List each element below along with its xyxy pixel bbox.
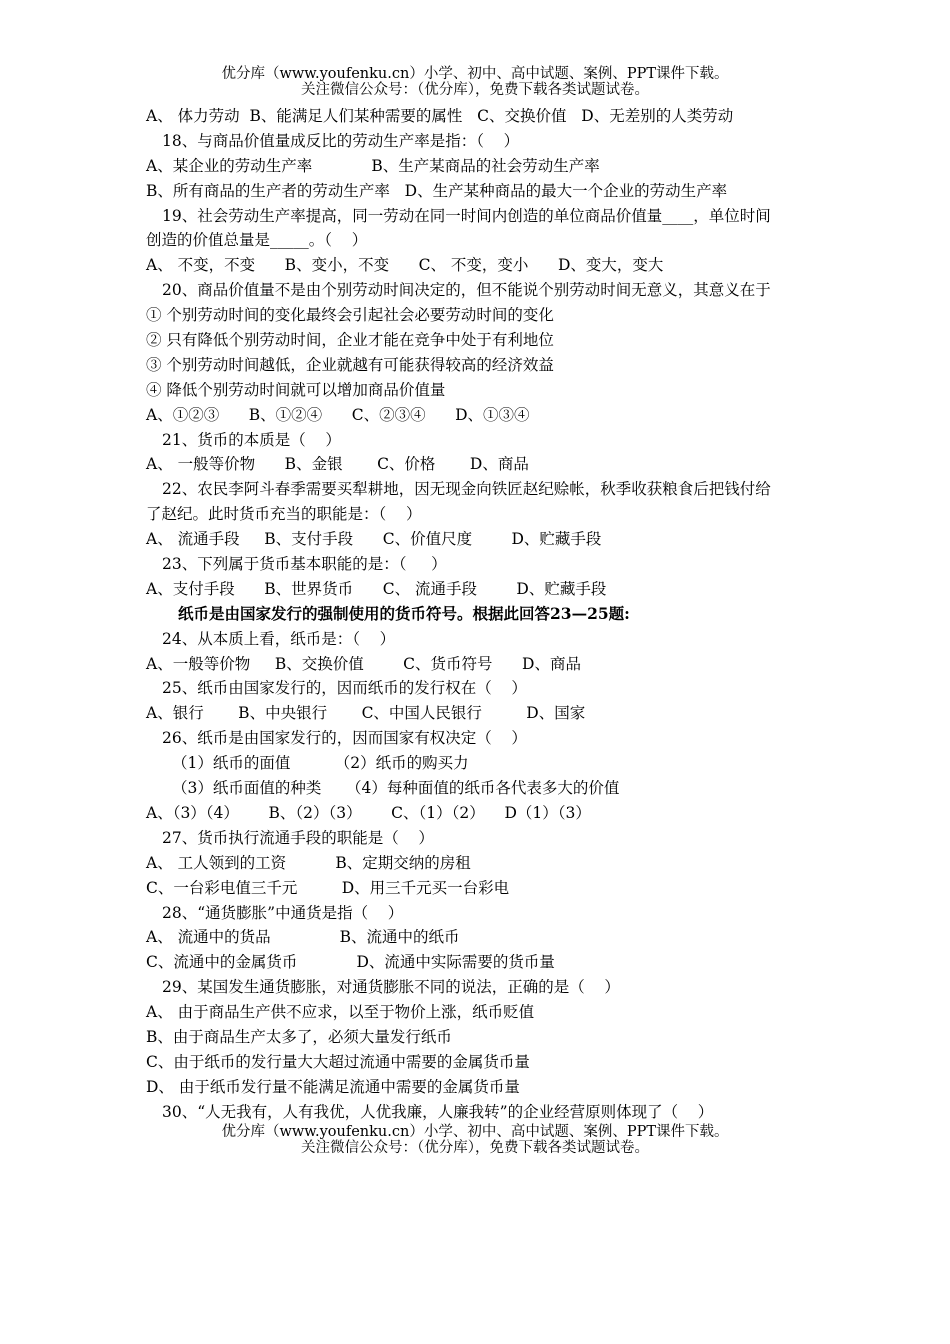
q26-stem: 26、纸币是由国家发行的，因而国家有权决定（ ） [162, 729, 527, 748]
q29-stem: 29、某国发生通货膨胀，对通货膨胀不同的说法，正确的是（ ） [162, 978, 620, 997]
q26-items-12: （1）纸币的面值 （2）纸币的购买力 [172, 754, 469, 773]
q26-items-34: （3）纸币面值的种类 （4）每种面值的纸币各代表多大的价值 [172, 779, 620, 798]
q29-option-d: D、 由于纸币发行量不能满足流通中需要的金属货币量 [146, 1077, 520, 1096]
q21-options: A、 一般等价物 B、金银 C、价格 D、商品 [146, 455, 529, 474]
q19-stem-1: 19、社会劳动生产率提高，同一劳动在同一时间内创造的单位商品价值量____，单位时间 [162, 206, 771, 225]
q21-stem: 21、货币的本质是（ ） [162, 430, 341, 449]
page-header [0, 66, 950, 98]
q23-options: A、支付手段 B、世界货币 C、 流通手段 D、贮藏手段 [146, 579, 607, 598]
q28-options-cd: C、流通中的金属货币 D、流通中实际需要的货币量 [146, 953, 555, 972]
q29-option-c: C、由于纸币的发行量大大超过流通中需要的金属货币量 [146, 1052, 530, 1071]
q26-options: A、（3）（4） B、（2）（3） C、（1）（2） D（1）（3） [146, 803, 591, 822]
section-note: 纸币是由国家发行的强制使用的货币符号。根据此回答23—25题: [178, 603, 630, 623]
page-footer [0, 1124, 950, 1156]
q20-item-1: ① 个别劳动时间的变化最终会引起社会必要劳动时间的变化 [146, 306, 554, 325]
q18-options-ab: A、某企业的劳动生产率 B、生产某商品的社会劳动生产率 [146, 156, 600, 175]
q22-options: A、 流通手段 B、支付手段 C、价值尺度 D、贮藏手段 [146, 530, 602, 549]
q29-option-a: A、 由于商品生产供不应求，以至于物价上涨，纸币贬值 [146, 1003, 535, 1022]
q27-options-ab: A、 工人领到的工资 B、定期交纳的房租 [146, 853, 471, 872]
q20-stem: 20、商品价值量不是由个别劳动时间决定的，但不能说个别劳动时间无意义，其意义在于 [162, 281, 771, 300]
q20-item-4: ④ 降低个别劳动时间就可以增加商品价值量 [146, 380, 446, 399]
q19-options: A、 不变，不变 B、变小，不变 C、 不变，变小 D、变大，变大 [146, 256, 664, 275]
header-line-1: 优分库（www.youfenku.cn）小学、初中、高中试题、案例、PPT课件下载。 [221, 66, 729, 82]
exam-content [146, 104, 836, 1125]
footer-line-2: 关注微信公众号：（优分库），免费下载各类试题试卷。 [301, 1140, 649, 1156]
q29-option-b: B、由于商品生产太多了，必须大量发行纸币 [146, 1027, 452, 1046]
q22-stem-2: 了赵纪。此时货币充当的职能是：（ ） [146, 505, 422, 524]
q23-stem: 23、下列属于货币基本职能的是：（ ） [162, 555, 447, 574]
q28-stem: 28、“通货膨胀”中通货是指（ ） [162, 903, 404, 922]
footer-line-1: 优分库（www.youfenku.cn）小学、初中、高中试题、案例、PPT课件下载。 [221, 1124, 729, 1140]
q18-stem: 18、与商品价值量成反比的劳动生产率是指：（ ） [162, 131, 520, 150]
q30-stem: 30、“人无我有，人有我优，人优我廉，人廉我转”的企业经营原则体现了（ ） [162, 1102, 714, 1121]
q20-options: A、①②③ B、①②④ C、②③④ D、①③④ [146, 405, 530, 424]
header-line-2: 关注微信公众号：（优分库），免费下载各类试题试卷。 [301, 82, 649, 98]
q25-stem: 25、纸币由国家发行的，因而纸币的发行权在（ ） [162, 679, 527, 698]
q19-stem-2: 创造的价值总量是_____。（ ） [146, 231, 368, 250]
q27-options-cd: C、一台彩电值三千元 D、用三千元买一台彩电 [146, 878, 510, 897]
q22-stem-1: 22、农民李阿斗春季需要买犁耕地，因无现金向铁匠赵纪赊帐，秋季收获粮食后把钱付给 [162, 480, 771, 499]
q17-options: A、 体力劳动 B、能满足人们某种需要的属性 C、交换价值 D、无差别的人类劳动 [146, 107, 734, 125]
q25-options: A、银行 B、中央银行 C、中国人民银行 D、国家 [146, 704, 586, 723]
q20-item-3: ③ 个别劳动时间越低，企业就越有可能获得较高的经济效益 [146, 355, 554, 374]
q27-stem: 27、货币执行流通手段的职能是（ ） [162, 828, 434, 847]
q18-options-cd: B、所有商品的生产者的劳动生产率 D、生产某种商品的最大一个企业的劳动生产率 [146, 181, 728, 200]
q20-item-2: ② 只有降低个别劳动时间，企业才能在竞争中处于有利地位 [146, 331, 554, 350]
q24-stem: 24、从本质上看，纸币是：（ ） [162, 629, 396, 648]
q24-options: A、一般等价物 B、交换价值 C、货币符号 D、商品 [146, 654, 581, 673]
q28-options-ab: A、 流通中的货品 B、流通中的纸币 [146, 928, 460, 947]
